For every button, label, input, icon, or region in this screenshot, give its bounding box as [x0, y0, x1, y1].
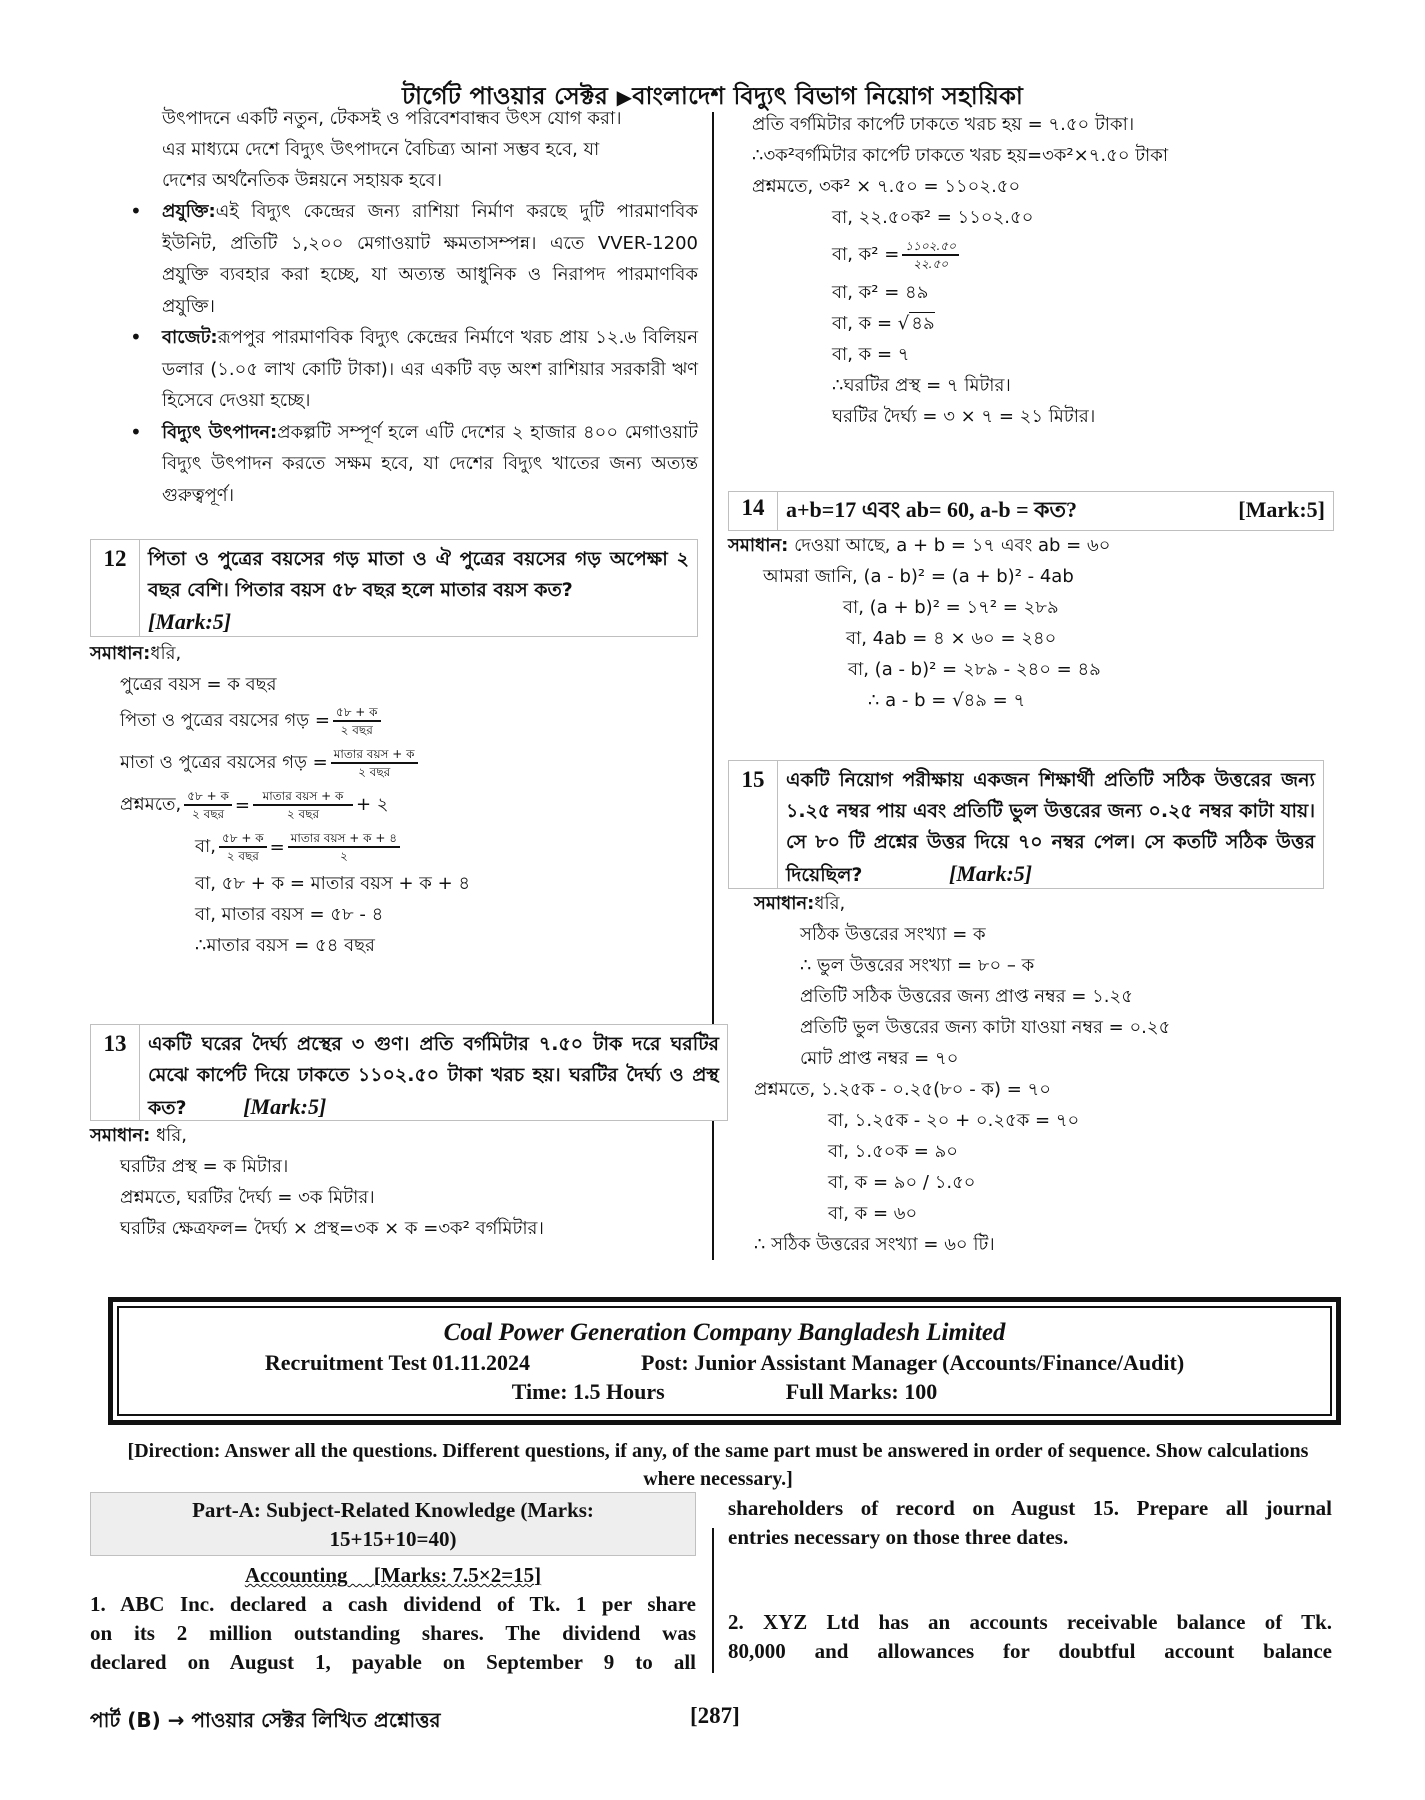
bullet-technology	[90, 196, 698, 322]
solution-line: আমরা জানি, (a - b)² = (a + b)² - 4ab	[763, 566, 1074, 587]
question-1: 1. ABC Inc. declared a cash dividend of Tk. 1 per share on its 2 million outstanding shares. The dividend was declared on August 1, payable on September 9 to all	[90, 1592, 696, 1674]
question-12-solution: সমাধান:ধরি, পুত্রের বয়স = ক বছর পিতা ও পুত্রের বয়সের গড় = $\frac{\text{৫৮ + ক}}{\text{২ বছর}}$ মাতা ও পুত্রের বয়সের গড় = $\frac{\text{মাতার বয়স + ক}}{\text{২ বছর}}$ প্রশ্নমতে, $\frac{\text{৫৮ + ক}}{\text{২ বছর}}$ = $\frac{\text{মাতার বয়স + ক}}{\text{২ বছর}}$ + ২ বা, $\frac{\text{৫৮ + ক}}{\text{২ বছর}}$ = $\frac{\text{মাতার বয়স + ক + ৪}}{২}$ বা, ৫৮ + ক = মাতার বয়স + ক + ৪ বা, মাতার বয়স = ৫৮ - ৪ ∴মাতার বয়স = ৫৪ বছর	[90, 638, 700, 961]
part-a-heading: Part-A: Subject-Related Knowledge (Marks: 15+15+10=40)	[90, 1492, 696, 1556]
solution-result: ∴ a - b = √৪৯ = ৭	[868, 690, 1026, 711]
question-number: 15	[729, 761, 778, 888]
accounting-section-heading	[90, 1562, 696, 1588]
solution-line: মোট প্রাপ্ত নম্বর = ৭০	[800, 1048, 959, 1069]
bullet-text: প্রকল্পটি সম্পূর্ণ হলে এটি দেশের ২ হাজার ৪০০ মেগাওয়াট বিদ্যুৎ উৎপাদন করতে সক্ষম হবে, যা দেশের বিদ্যুৎ খাতের জন্য অত্যন্ত গুরুত্বপূর্ণ।	[162, 421, 698, 506]
question-14-box	[728, 491, 1334, 531]
solution-line: বা, (a + b)² = ১৭² = ২৮৯	[843, 597, 1059, 618]
question-15-box	[728, 760, 1324, 889]
section-marks: [Marks: 7.5×2=15]	[373, 1563, 542, 1587]
question-mark: [Mark:5]	[1238, 497, 1325, 522]
test-date: Recruitment Test 01.11.2024	[264, 1350, 531, 1375]
solution-line: বা, ক² = $\frac{১১০২.৫০}{২২.৫০}$	[752, 233, 1332, 277]
bullet-dot-icon: •	[130, 325, 142, 349]
post-name: Post: Junior Assistant Manager (Accounts/Finance/Audit)	[641, 1350, 1185, 1375]
solution-line: বা, ক = ৭	[832, 344, 910, 365]
question-13-solution: সমাধান: ধরি, ঘরটির প্রস্থ = ক মিটার। প্রশ্নমতে, ঘরটির দৈর্ঘ্য = ৩ক মিটার। ঘরটির ক্ষেত্রফল= দৈর্ঘ্য × প্রস্থ=৩ক × ক =৩ক² বর্গমিটার।	[90, 1120, 700, 1244]
solution-line: বা, ক = ৯০ / ১.৫০	[828, 1172, 976, 1193]
question-1-continued: shareholders of record on August 15. Prepare all journal entries necessary on those three dates.	[728, 1496, 1332, 1549]
question-2: 2. XYZ Ltd has an accounts receivable balance of Tk. 80,000 and allowances for doubtful account balance	[728, 1610, 1332, 1663]
bullet-label: বাজেট:	[162, 327, 218, 348]
triangle-arrow-icon: ▶	[616, 85, 633, 109]
question-text: একটি নিয়োগ পরীক্ষায় একজন শিক্ষার্থী প্রতিটি সঠিক উত্তরের জন্য ১.২৫ নম্বর পায় এবং প্রতিটি ভুল উত্তরের জন্য ০.২৫ নম্বর কাটা যায়। সে ৮০ টি প্রশ্নের উত্তর দিয়ে ৭০ নম্বর পেল। সে কতটি সঠিক উত্তর দিয়েছিল? [Mark:5]	[786, 769, 1315, 886]
solution-result: ∴ সঠিক উত্তরের সংখ্যা = ৬০ টি।	[754, 1234, 995, 1255]
fraction: $\frac{\text{মাতার বয়স + ক}}{\text{২ বছর}}$	[331, 746, 418, 780]
intro-line: এর মাধ্যমে দেশে বিদ্যুৎ উৎপাদনে বৈচিত্র্য আনা সম্ভব হবে, যা	[162, 139, 600, 160]
fraction: $\frac{১১০২.৫০}{২২.৫০}$	[902, 238, 959, 272]
intro-line: উৎপাদনে একটি নতুন, টেকসই ও পরিবেশবান্ধব উৎস যোগ করা।	[162, 108, 622, 129]
solution-line: বা, 4ab = ৪ × ৬০ = ২৪০	[846, 628, 1057, 649]
question-number: 13	[91, 1025, 140, 1120]
solution-line: মাতা ও পুত্রের বয়সের গড় = $\frac{\text{মাতার বয়স + ক}}{\text{২ বছর}}$	[90, 742, 700, 784]
intro-line: দেশের অর্থনৈতিক উন্নয়নে সহায়ক হবে।	[162, 170, 443, 191]
solution-line: বা, ১.২৫ক - ২০ + ০.২৫ক = ৭০	[828, 1110, 1080, 1131]
question-13-box	[90, 1024, 728, 1121]
fraction: $\frac{\text{মাতার বয়স + ক}}{\text{২ বছর}}$	[253, 788, 353, 822]
solution-label: সমাধান:	[754, 893, 815, 914]
solution-result: ঘরটির দৈর্ঘ্য = ৩ × ৭ = ২১ মিটার।	[832, 406, 1096, 427]
bullet-label: বিদ্যুৎ উৎপাদন:	[162, 421, 278, 443]
solution-line: প্রশ্নমতে, ৩ক² × ৭.৫০ = ১১০২.৫০	[752, 176, 1021, 197]
solution-line: প্রশ্নমতে, $\frac{\text{৫৮ + ক}}{\text{২ বছর}}$ = $\frac{\text{মাতার বয়স + ক}}{\text{২ বছর}}$ + ২	[120, 789, 389, 821]
question-15-solution: সমাধান:ধরি, সঠিক উত্তরের সংখ্যা = ক ∴ ভুল উত্তরের সংখ্যা = ৮০ – ক প্রতিটি সঠিক উত্তরের জন্য প্রাপ্ত নম্বর = ১.২৫ প্রতিটি ভুল উত্তরের জন্য কাটা যাওয়া নম্বর = ০.২৫ মোট প্রাপ্ত নম্বর = ৭০ প্রশ্নমতে, ১.২৫ক - ০.২৫(৮০ - ক) = ৭০ বা, ১.২৫ক - ২০ + ০.২৫ক = ৭০ বা, ১.৫০ক = ৯০ বা, ক = ৯০ / ১.৫০ বা, ক = ৬০ ∴ সঠিক উত্তরের সংখ্যা = ৬০ টি।	[728, 888, 1332, 1260]
solution-line: প্রশ্নমতে, ১.২৫ক - ০.২৫(৮০ - ক) = ৭০	[754, 1079, 1051, 1100]
footer-section-title: পার্ট (B) → পাওয়ার সেক্টর লিখিত প্রশ্নোত্তর	[90, 1708, 441, 1732]
company-name: Coal Power Generation Company Bangladesh Limited	[443, 1319, 1006, 1346]
bullet-text: এই বিদ্যুৎ কেন্দ্রের জন্য রাশিয়া নির্মাণ করছে দুটি পারমাণবিক ইউনিট, প্রতিটি ১,২০০ মেগাওয়াট ক্ষমতাসম্পন্ন। এতে VVER-1200 প্রযুক্তি ব্যবহার করা হচ্ছে, যা অত্যন্ত আধুনিক ও নিরাপদ পারমাণবিক প্রযুক্তি।	[162, 201, 698, 317]
solution-line: ∴ ভুল উত্তরের সংখ্যা = ৮০ – ক	[800, 955, 1035, 976]
exam-details-row	[119, 1348, 1330, 1377]
solution-line: বা, ক = √ ৪৯	[832, 313, 935, 334]
solution-line: প্রতি বর্গমিটার কার্পেট ঢাকতে খরচ হয় = ৭.৫০ টাকা।	[752, 114, 1135, 135]
section-title: Accounting	[244, 1563, 348, 1587]
solution-line: বা, ১.৫০ক = ৯০	[828, 1141, 958, 1162]
solution-line: বা, ক = ৬০	[828, 1203, 918, 1224]
bullet-budget	[90, 322, 698, 417]
question-number: 14	[729, 492, 778, 530]
question-13-solution-continued	[752, 109, 1332, 432]
question-mark: [Mark:5]	[949, 861, 1033, 886]
solution-line: ∴৩ক²বর্গমিটার কার্পেট ঢাকতে খরচ হয়=৩ক²×৭.৫০ টাকা	[752, 145, 1169, 166]
solution-line: বা, মাতার বয়স = ৫৮ - ৪	[195, 904, 384, 925]
solution-result: ∴মাতার বয়স = ৫৪ বছর	[195, 935, 375, 956]
solution-line: প্রতিটি ভুল উত্তরের জন্য কাটা যাওয়া নম্বর = ০.২৫	[800, 1017, 1171, 1038]
bullet-text: রূপপুর পারমাণবিক বিদ্যুৎ কেন্দ্রের নির্মাণে খরচ প্রায় ১২.৬ বিলিয়ন ডলার (১.০৫ লাখ কোটি টাকা)। এর একটি বড় অংশ রাশিয়ার সরকারী ঋণ হিসেবে দেওয়া হচ্ছে।	[162, 327, 698, 411]
solution-line: বা, ৫৮ + ক = মাতার বয়স + ক + ৪	[195, 873, 471, 894]
solution-label: সমাধান:	[728, 535, 789, 556]
bullet-label: প্রযুক্তি:	[162, 201, 216, 222]
fraction: $\frac{\text{মাতার বয়স + ক + ৪}}{২}$	[288, 830, 400, 864]
fraction: $\frac{\text{৫৮ + ক}}{\text{২ বছর}}$	[333, 704, 381, 738]
exam-time-row	[119, 1377, 1330, 1406]
exam-info-inner	[117, 1306, 1332, 1416]
bullet-dot-icon: •	[130, 419, 142, 444]
page-number: [287]	[690, 1703, 740, 1728]
question-mark: [Mark:5]	[243, 1094, 327, 1119]
question-text: একটি ঘরের দৈর্ঘ্য প্রস্থের ৩ গুণ। প্রতি বর্গমিটার ৭.৫০ টাক দরে ঘরটির মেঝে কার্পেট দিয়ে ঢাকতে ১১০২.৫০ টাকা খরচ হয়। ঘরটির দৈর্ঘ্য ও প্রস্থ কত? [Mark:5]	[148, 1033, 719, 1119]
solution-label: সমাধান:	[90, 643, 151, 664]
solution-line: পুত্রের বয়স = ক বছর	[120, 674, 277, 695]
intro-paragraph	[90, 103, 698, 196]
exam-time: Time: 1.5 Hours	[511, 1379, 665, 1404]
bullet-dot-icon: •	[130, 199, 142, 223]
fraction: $\frac{\text{৫৮ + ক}}{\text{২ বছর}}$	[184, 788, 232, 822]
bullet-power-generation	[90, 417, 698, 512]
solution-line: ঘরটির প্রস্থ = ক মিটার।	[120, 1156, 289, 1177]
full-marks: Full Marks: 100	[785, 1379, 938, 1404]
solution-line: ∴ঘরটির প্রস্থ = ৭ মিটার।	[832, 375, 1011, 396]
question-number: 12	[91, 540, 140, 636]
solution-line: বা, ক² = ৪৯	[832, 282, 929, 303]
solution-line: বা, ২২.৫০ক² = ১১০২.৫০	[832, 207, 1034, 228]
exam-direction: [Direction: Answer all the questions. Different questions, if any, of the same part must be answered in order of sequence. Show calculations where necessary.]	[127, 1440, 1309, 1490]
question-text: পিতা ও পুত্রের বয়সের গড় মাতা ও ঐ পুত্রের বয়সের গড় অপেক্ষা ২ বছর বেশি। পিতার বয়স ৫৮ বছর হলে মাতার বয়স কত? [Mark:5]	[148, 548, 689, 634]
header-book-title: টার্গেট পাওয়ার সেক্টর	[401, 82, 609, 110]
header-subtitle: বাংলাদেশ বিদ্যুৎ বিভাগ নিয়োগ সহায়িকা	[632, 82, 1024, 110]
question-14-solution: সমাধান: দেওয়া আছে, a + b = ১৭ এবং ab = ৬০ আমরা জানি, (a - b)² = (a + b)² - 4ab বা, (a + b)² = ১৭² = ২৮৯ বা, 4ab = ৪ × ৬০ = ২৪০ বা, (a - b)² = ২৮৯ - ২৪০ = ৪৯ ∴ a - b = √৪৯ = ৭	[728, 530, 1332, 716]
question-text: a+b=17 এবং ab= 60, a-b = কত? [Mark:5]	[778, 492, 1333, 530]
question-mark: [Mark:5]	[148, 609, 232, 634]
solution-line: ঘরটির ক্ষেত্রফল= দৈর্ঘ্য × প্রস্থ=৩ক × ক =৩ক² বর্গমিটার।	[120, 1218, 544, 1239]
solution-label: সমাধান:	[90, 1125, 151, 1146]
left-column	[90, 103, 698, 511]
solution-line: পিতা ও পুত্রের বয়সের গড় = $\frac{\text{৫৮ + ক}}{\text{২ বছর}}$	[90, 700, 700, 742]
solution-line: বা, $\frac{\text{৫৮ + ক}}{\text{২ বছর}}$ = $\frac{\text{মাতার বয়স + ক + ৪}}{২}$	[90, 826, 700, 868]
column-divider-bottom	[712, 1528, 714, 1673]
fraction: $\frac{\text{৫৮ + ক}}{\text{২ বছর}}$	[219, 830, 267, 864]
solution-line: প্রতিটি সঠিক উত্তরের জন্য প্রাপ্ত নম্বর = ১.২৫	[800, 986, 1133, 1007]
solution-line: বা, (a - b)² = ২৮৯ - ২৪০ = ৪৯	[848, 659, 1101, 680]
solution-line: প্রশ্নমতে, ঘরটির দৈর্ঘ্য = ৩ক মিটার।	[120, 1187, 375, 1208]
question-12-box	[90, 539, 698, 637]
exam-info-box	[108, 1297, 1341, 1425]
solution-line: সঠিক উত্তরের সংখ্যা = ক	[800, 924, 986, 945]
